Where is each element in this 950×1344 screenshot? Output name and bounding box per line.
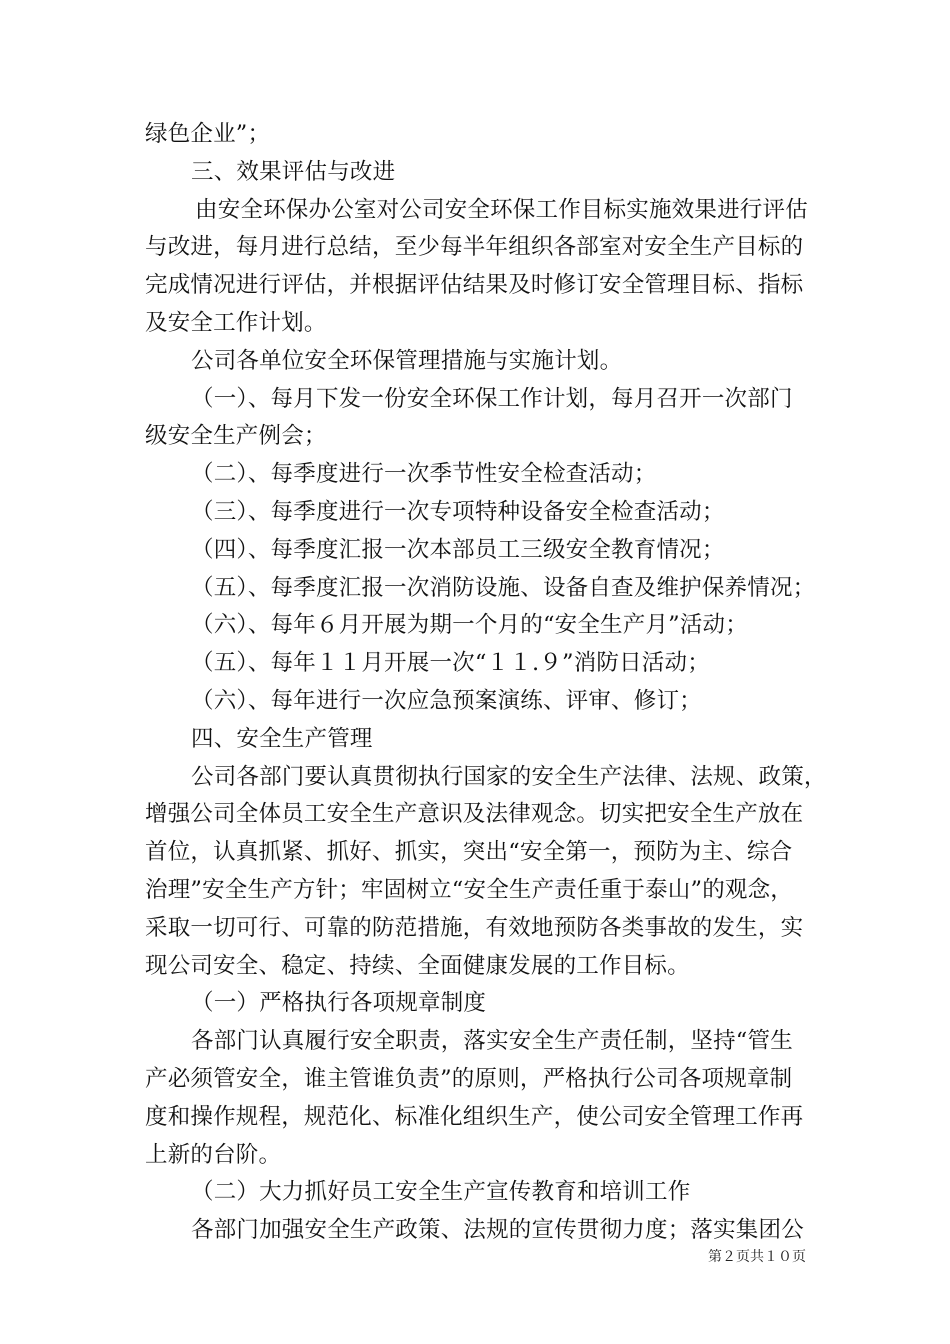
text-line: 上新的台阶。 [145, 1141, 282, 1168]
text-line: 度和操作规程，规范化、标准化组织生产，使公司安全管理工作再 [145, 1103, 804, 1130]
text-line: 各部门加强安全生产政策、法规的宣传贯彻力度；落实集团公 [191, 1217, 804, 1244]
text-line: 级安全生产例会； [145, 423, 327, 450]
subsection-heading: （一）严格执行各项规章制度 [191, 990, 487, 1017]
text-line: 与改进，每月进行总结，至少每半年组织各部室对安全生产目标的 [145, 234, 804, 261]
text-line: 增强公司全体员工安全生产意识及法律观念。切实把安全生产放在 [145, 801, 804, 828]
page-number: 第２页共１０页 [708, 1249, 806, 1265]
text-line: 各部门认真履行安全职责，落实安全生产责任制，坚持“管生 [191, 1028, 793, 1055]
text-line: 现公司安全、稳定、持续、全面健康发展的工作目标。 [145, 952, 690, 979]
list-item: （一）、每月下发一份安全环保工作计划，每月召开一次部门 [191, 385, 793, 412]
list-item: （五）、每年１１月开展一次“１１.９”消防日活动； [191, 650, 710, 677]
list-item: （二）、每季度进行一次季节性安全检查活动； [191, 461, 657, 488]
section-heading: 四、安全生产管理 [191, 725, 373, 752]
text-line: 采取一切可行、可靠的防范措施，有效地预防各类事故的发生，实 [145, 914, 804, 941]
text-line: 治理”安全生产方针；牢固树立“安全生产责任重于泰山”的观念， [145, 876, 794, 903]
text-line: 公司各单位安全环保管理措施与实施计划。 [191, 347, 623, 374]
document-body [145, 116, 827, 1250]
list-item: （六）、每年进行一次应急预案演练、评审、修订； [191, 687, 702, 714]
section-heading: 三、效果评估与改进 [191, 158, 396, 185]
text-line: 完成情况进行评估，并根据评估结果及时修订安全管理目标、指标 [145, 272, 804, 299]
text-line: 由安全环保办公室对公司安全环保工作目标实施效果进行评估 [195, 196, 808, 223]
text-line: 绿色企业”； [145, 121, 271, 147]
subsection-heading: （二）大力抓好员工安全生产宣传教育和培训工作 [191, 1179, 691, 1206]
list-item: （三）、每季度进行一次专项特种设备安全检查活动； [191, 498, 725, 525]
text-line: 及安全工作计划。 [145, 309, 327, 336]
list-item: （四）、每季度汇报一次本部员工三级安全教育情况； [191, 536, 725, 563]
text-line: 公司各部门要认真贯彻执行国家的安全生产法律、法规、政策， [191, 763, 827, 790]
text-line: 产必须管安全，谁主管谁负责”的原则，严格执行公司各项规章制 [145, 1065, 793, 1092]
text-line: 首位，认真抓紧、抓好、抓实，突出“安全第一，预防为主、综合 [145, 839, 793, 866]
list-item: （六）、每年６月开展为期一个月的“安全生产月”活动； [191, 612, 748, 639]
list-item: （五）、每季度汇报一次消防设施、设备自查及维护保养情况； [191, 574, 816, 601]
